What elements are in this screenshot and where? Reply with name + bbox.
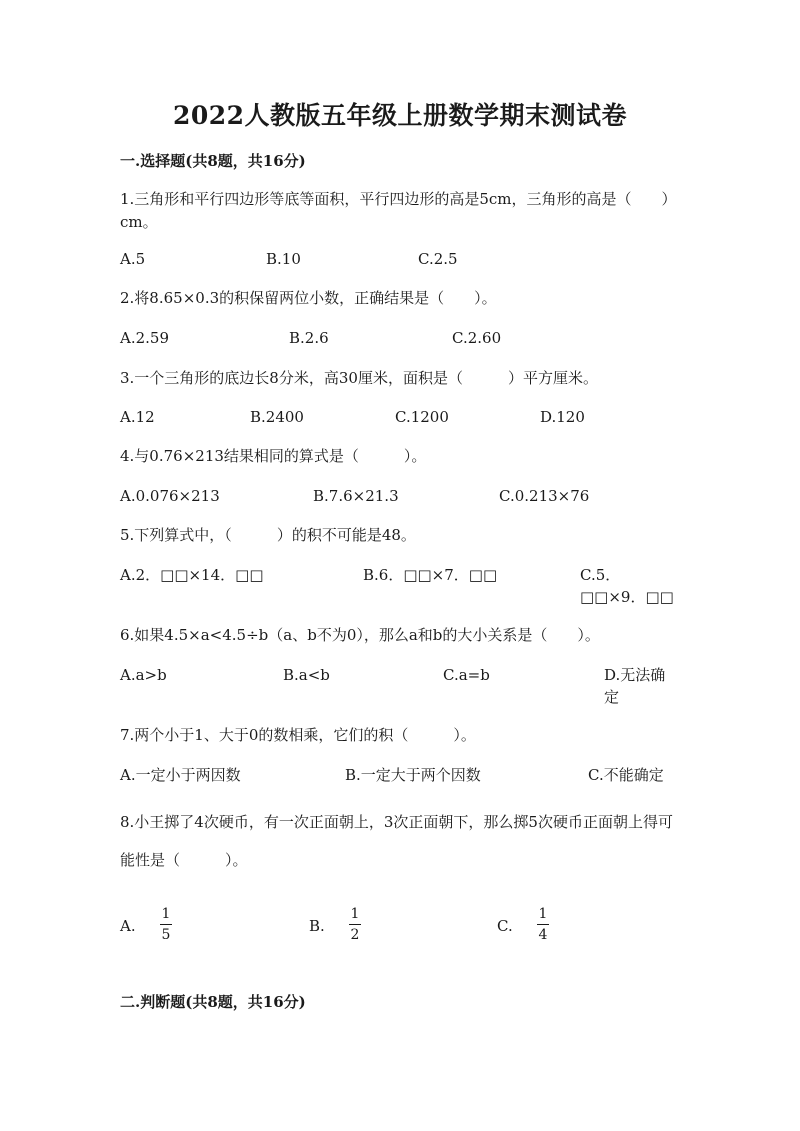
- question-4: 4.与0.76×213结果相同的算式是（ ）。: [120, 447, 427, 465]
- q8-option-c-fraction: [537, 906, 549, 943]
- q1-option-c: C.2.5: [418, 250, 458, 268]
- q6-option-b: B.a<b: [283, 666, 330, 684]
- q6-option-d: D.无法确定: [604, 666, 666, 706]
- question-7: 7.两个小于1、大于0的数相乘，它们的积（ ）。: [120, 726, 476, 744]
- q8-option-b-fraction: [349, 906, 361, 943]
- fraction-bar: [349, 924, 361, 925]
- q2-option-a: A.2.59: [120, 329, 169, 347]
- q3-option-d: D.120: [540, 408, 585, 426]
- q1-option-a: A.5: [120, 250, 146, 268]
- q2-option-c: C.2.60: [452, 329, 502, 347]
- q8-option-b-numerator: 1: [350, 906, 360, 922]
- q3-option-a: A.12: [120, 408, 155, 426]
- q6-option-c: C.a=b: [443, 666, 490, 684]
- q8-option-a-label: A.: [120, 917, 136, 935]
- q8-option-c-denominator: 4: [538, 927, 548, 943]
- q5-option-a: A.2．□□×14．□□: [120, 566, 264, 584]
- question-6: 6.如果4.5×a<4.5÷b（a、b不为0），那么a和b的大小关系是（ ）。: [120, 626, 600, 644]
- question-3: 3.一个三角形的底边长8分米，高30厘米，面积是（ ）平方厘米。: [120, 369, 598, 387]
- q4-option-c: C.0.213×76: [499, 487, 590, 505]
- q4-option-a: A.0.076×213: [120, 487, 220, 505]
- q7-option-a: A.一定小于两因数: [120, 766, 241, 784]
- q3-option-c: C.1200: [395, 408, 449, 426]
- fraction-bar: [160, 924, 172, 925]
- exam-title: 2022人教版五年级上册数学期末测试卷: [172, 101, 628, 130]
- q8-option-b-label: B.: [309, 917, 325, 935]
- question-1: 1.三角形和平行四边形等底等面积，平行四边形的高是5cm，三角形的高是（ ）cm。: [120, 190, 677, 231]
- q6-option-a: A.a>b: [120, 666, 167, 684]
- q2-option-b: B.2.6: [289, 329, 329, 347]
- q8-option-c-numerator: 1: [538, 906, 548, 922]
- q5-option-c: C.5．□□×9．□□: [580, 566, 674, 606]
- q4-option-b: B.7.6×21.3: [313, 487, 399, 505]
- question-2: 2.将8.65×0.3的积保留两位小数，正确结果是（ ）。: [120, 289, 497, 307]
- q5-option-b: B.6．□□×7．□□: [363, 566, 498, 584]
- q7-option-c: C.不能确定: [588, 766, 664, 784]
- question-5: 5.下列算式中，（ ）的积不可能是48。: [120, 526, 416, 544]
- section-heading-judgement: 二.判断题(共8题，共16分): [120, 993, 306, 1011]
- q8-option-b-denominator: 2: [350, 927, 360, 943]
- q3-option-b: B.2400: [250, 408, 304, 426]
- section-heading-choice: 一.选择题(共8题，共16分): [120, 152, 306, 170]
- q8-option-a-fraction: [160, 906, 172, 943]
- fraction-bar: [537, 924, 549, 925]
- question-8: 8.小王掷了4次硬币，有一次正面朝上，3次正面朝下，那么掷5次硬币正面朝上得可能性是（ ）。: [120, 813, 673, 869]
- q8-option-a-denominator: 5: [161, 927, 171, 943]
- q7-option-b: B.一定大于两个因数: [345, 766, 481, 784]
- q8-option-a-numerator: 1: [161, 906, 171, 922]
- q8-option-c-label: C.: [497, 917, 513, 935]
- q1-option-b: B.10: [266, 250, 301, 268]
